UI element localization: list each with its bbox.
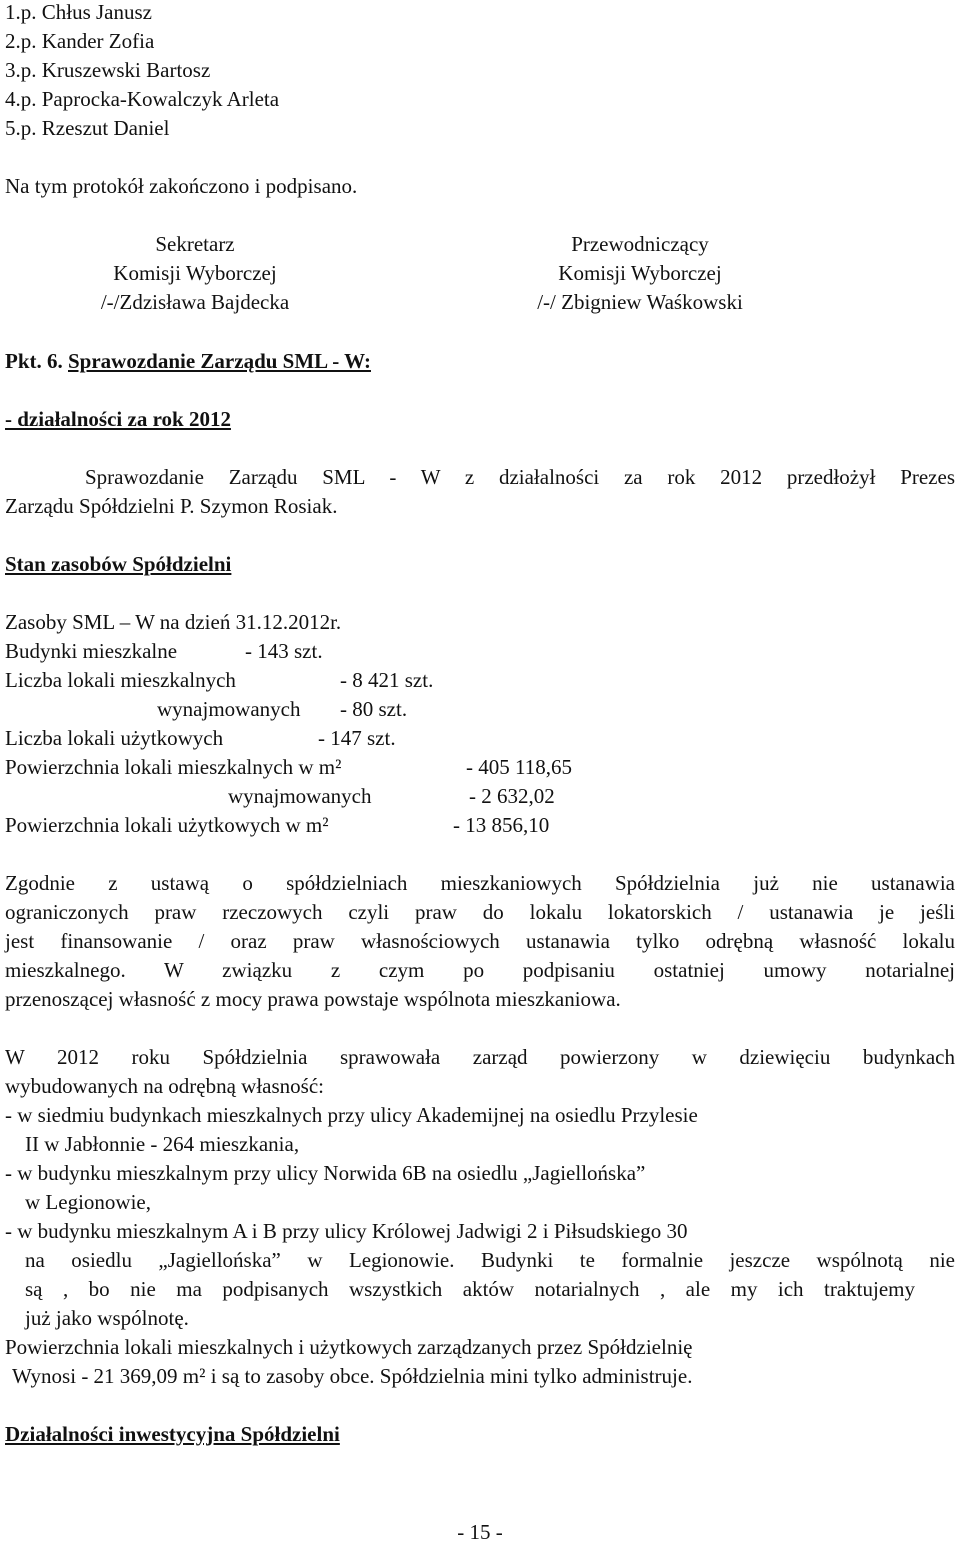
stat-label: wynajmowanych	[228, 784, 372, 808]
attendee-item: 1.p. Chłus Janusz	[5, 0, 152, 24]
paragraph-line: już jako wspólnotę.	[25, 1306, 189, 1330]
signature-org: Komisji Wyborczej	[558, 261, 722, 285]
attendee-item: 5.p. Rzeszut Daniel	[5, 116, 170, 140]
subsection-heading: - działalności za rok 2012	[5, 407, 231, 431]
paragraph-line: Zarządu Spółdzielni P. Szymon Rosiak.	[5, 494, 338, 518]
attendee-item: 4.p. Paprocka-Kowalczyk Arleta	[5, 87, 280, 111]
paragraph-line: - w siedmiu budynkach mieszkalnych przy ulicy Akademijnej na osiedlu Przylesie	[5, 1103, 698, 1127]
resources-heading: Stan zasobów Spółdzielni	[5, 552, 232, 576]
paragraph-line: wybudowanych na odrębną własność:	[5, 1074, 324, 1098]
paragraph-line: ograniczonych praw rzeczowych czyli praw do lokalu lokatorskich / ustanawia je jeśli	[5, 900, 955, 924]
signature-chair	[500, 230, 780, 317]
paragraph-line: - w budynku mieszkalnym A i B przy ulicy Królowej Jadwigi 2 i Piłsudskiego 30	[5, 1219, 688, 1243]
paragraph-line: Powierzchnia lokali mieszkalnych i użytkowych zarządzanych przez Spółdzielnię	[5, 1335, 693, 1359]
stat-value: - 13 856,10	[453, 813, 550, 837]
stat-label: wynajmowanych	[157, 697, 301, 721]
signature-name: /-/ Zbigniew Waśkowski	[537, 290, 743, 314]
stat-value: - 143 szt.	[245, 639, 323, 663]
investment-heading: Działalności inwestycyjna Spółdzielni	[5, 1422, 340, 1446]
paragraph-line: Wynosi - 21 369,09 m² i są to zasoby obce. Spółdzielnia mini tylko administruje.	[12, 1364, 693, 1388]
stat-label: Powierzchnia lokali użytkowych w m²	[5, 813, 329, 837]
paragraph-line: w Legionowie,	[25, 1190, 151, 1214]
paragraph-line: Zgodnie z ustawą o spółdzielniach mieszkaniowych Spółdzielnia już nie ustanawia	[5, 871, 955, 895]
signature-role: Przewodniczący	[571, 232, 709, 256]
paragraph-line: - w budynku mieszkalnym przy ulicy Norwida 6B na osiedlu „Jagiellońska”	[5, 1161, 646, 1185]
page-number: - 15 -	[457, 1520, 503, 1544]
paragraph-line: są , bo nie ma podpisanych wszystkich aktów notarialnych , ale my ich traktujemy	[25, 1277, 915, 1301]
signature-secretary	[60, 230, 330, 317]
stat-value: - 2 632,02	[469, 784, 555, 808]
stat-label: Liczba lokali użytkowych	[5, 726, 224, 750]
stat-label: Liczba lokali mieszkalnych	[5, 668, 236, 692]
stat-label: Budynki mieszkalne	[5, 639, 178, 663]
stat-value: - 147 szt.	[318, 726, 396, 750]
resources-date: Zasoby SML – W na dzień 31.12.2012r.	[5, 610, 342, 634]
stat-value: - 405 118,65	[466, 755, 572, 779]
signature-name: /-/Zdzisława Bajdecka	[100, 290, 290, 314]
paragraph-line: jest finansowanie / oraz praw własnościowych ustanawia tylko odrębną własność lokalu	[5, 929, 955, 953]
signature-role: Sekretarz	[155, 232, 235, 256]
paragraph-line: przenoszącej własność z mocy prawa powstaje wspólnota mieszkaniowa.	[5, 987, 621, 1011]
stat-label: Powierzchnia lokali mieszkalnych w m²	[5, 755, 342, 779]
attendee-item: 2.p. Kander Zofia	[5, 29, 155, 53]
paragraph-line: na osiedlu „Jagiellońska” w Legionowie. Budynki te formalnie jeszcze wspólnotą nie	[25, 1248, 955, 1272]
signature-org: Komisji Wyborczej	[113, 261, 277, 285]
stat-value: - 8 421 szt.	[340, 668, 434, 692]
closing-sentence: Na tym protokół zakończono i podpisano.	[5, 174, 358, 198]
section-heading: Pkt. 6. Sprawozdanie Zarządu SML - W:	[5, 349, 371, 373]
paragraph-line: mieszkalnego. W związku z czym po podpisaniu ostatniej umowy notarialnej	[5, 958, 955, 982]
attendee-item: 3.p. Kruszewski Bartosz	[5, 58, 211, 82]
paragraph-line: II w Jabłonnie - 264 mieszkania,	[25, 1132, 300, 1156]
paragraph-line: Sprawozdanie Zarządu SML - W z działalności za rok 2012 przedłożył Prezes	[85, 465, 955, 489]
paragraph-line: W 2012 roku Spółdzielnia sprawowała zarząd powierzony w dziewięciu budynkach	[5, 1045, 955, 1069]
stat-value: - 80 szt.	[340, 697, 408, 721]
